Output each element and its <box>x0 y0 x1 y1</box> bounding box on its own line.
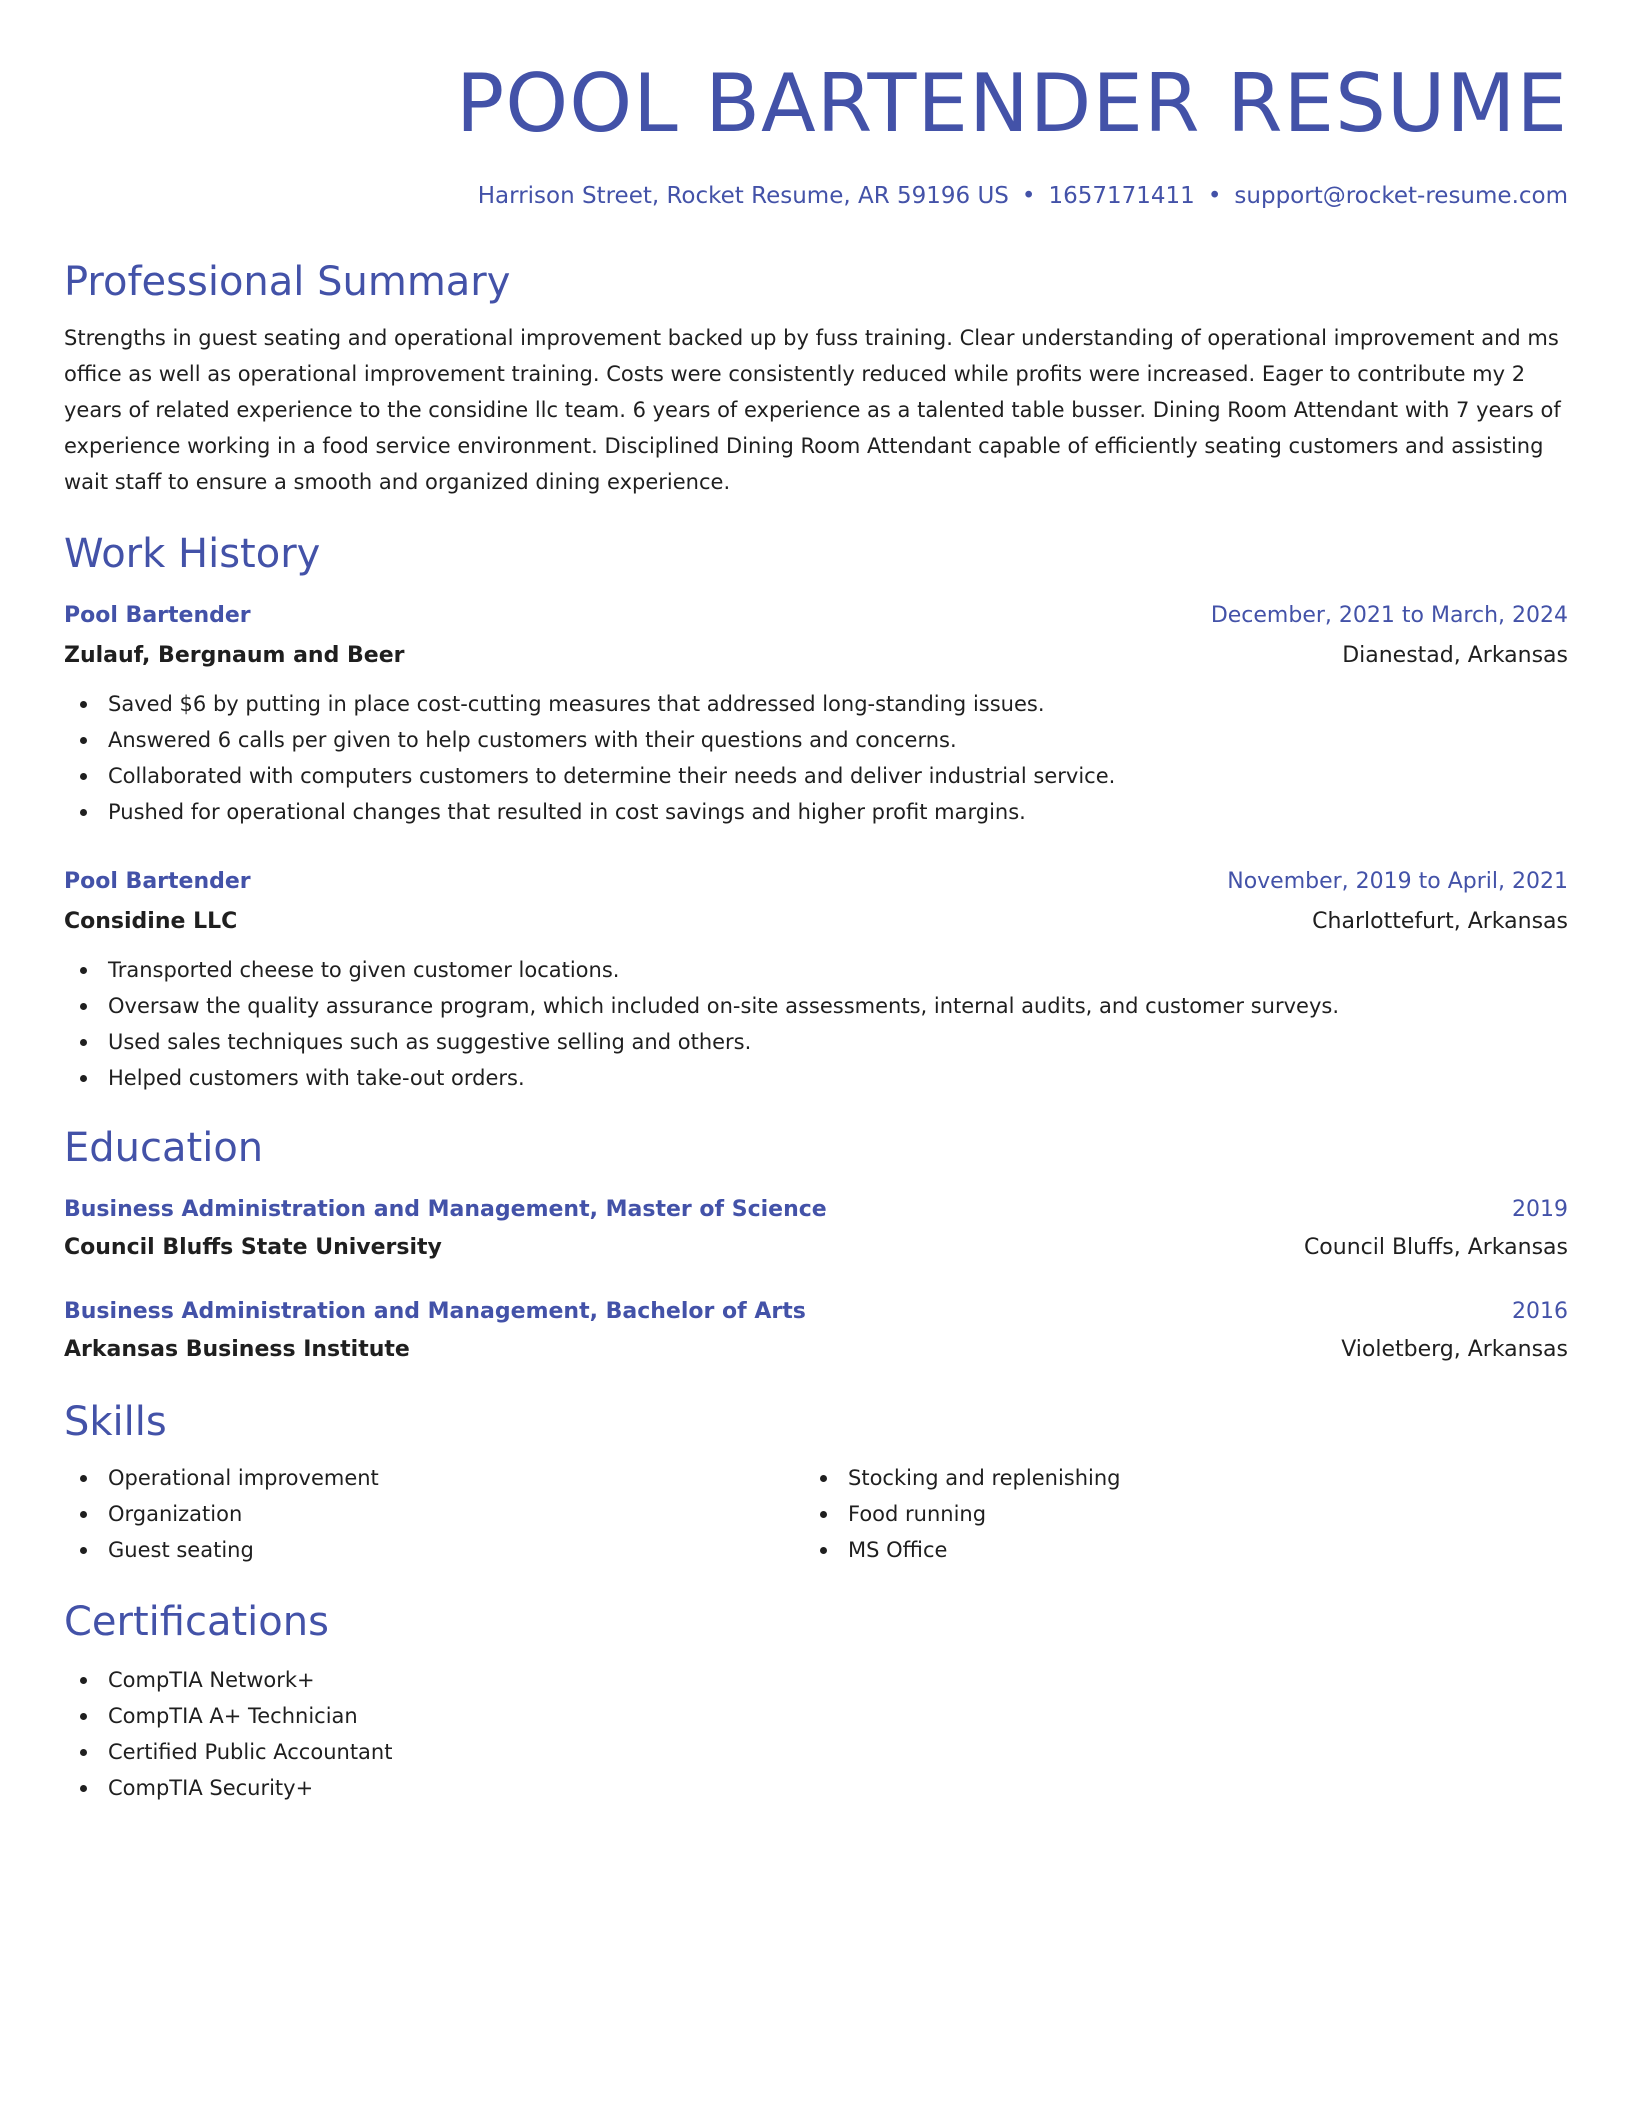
job-dates: November, 2019 to April, 2021 <box>1227 869 1568 894</box>
contact-phone: 1657171411 <box>1048 183 1195 209</box>
job-location: Dianestad, Arkansas <box>1342 643 1568 668</box>
job-bullet: Collaborated with computers customers to determine their needs and deliver industrial service. <box>64 758 1568 794</box>
skill-item: Operational improvement <box>64 1460 804 1496</box>
job-location: Charlottefurt, Arkansas <box>1312 909 1568 934</box>
job-dates: December, 2021 to March, 2024 <box>1210 603 1568 628</box>
education-location: Council Bluffs, Arkansas <box>1303 1235 1568 1260</box>
certifications-list <box>64 1662 1568 1806</box>
job-company: Zulauf, Bergnaum and Beer <box>64 643 405 668</box>
resume-header <box>64 0 1568 212</box>
contact-line <box>64 180 1568 212</box>
education-degree: Business Administration and Management, Master of Science <box>64 1197 827 1222</box>
skills-column-right <box>804 1460 1544 1568</box>
job-company: Considine LLC <box>64 909 238 934</box>
certification-item: CompTIA A+ Technician <box>64 1698 1568 1734</box>
skill-item: Organization <box>64 1496 804 1532</box>
certifications-heading: Certifications <box>64 1599 329 1645</box>
skill-item: Guest seating <box>64 1532 804 1568</box>
certification-item: CompTIA Network+ <box>64 1662 1568 1698</box>
summary-text: Strengths in guest seating and operational improvement backed up by fuss training. Clear understanding of operational improvement and ms office as well as operational improvement training. Costs were consistently reduced while profits were increased. Eager to contribute my 2 years of related experience to the considine llc team. 6 years of experience as a talented table busser. Dining Room Attendant with 7 years of experience working in a food service environment. Disciplined Dining Room Attendant capable of efficiently seating customers and assisting wait staff to ensure a smooth and organized dining experience. <box>64 326 1561 494</box>
resume-title: POOL BARTENDER RESUME <box>455 57 1568 150</box>
education-year: 2016 <box>1512 1299 1568 1324</box>
job-entry <box>64 866 1568 1096</box>
job-bullet: Answered 6 calls per given to help customers with their questions and concerns. <box>64 722 1568 758</box>
job-title: Pool Bartender <box>64 603 251 628</box>
job-bullet: Saved $6 by putting in place cost-cutting measures that addressed long-standing issues. <box>64 686 1568 722</box>
education-degree: Business Administration and Management, Bachelor of Arts <box>64 1299 806 1324</box>
job-bullets <box>64 686 1568 830</box>
contact-separator: • <box>1021 183 1036 209</box>
contact-email: support@rocket-resume.com <box>1234 183 1568 209</box>
education-school: Council Bluffs State University <box>64 1235 442 1260</box>
education-location: Violetberg, Arkansas <box>1341 1337 1568 1362</box>
contact-separator: • <box>1207 183 1222 209</box>
work-history-heading: Work History <box>64 531 321 577</box>
job-entry <box>64 600 1568 830</box>
job-bullets <box>64 952 1568 1096</box>
certification-item: CompTIA Security+ <box>64 1770 1568 1806</box>
education-year: 2019 <box>1512 1197 1568 1222</box>
skills-heading: Skills <box>64 1399 167 1445</box>
skills-column-left <box>64 1460 804 1568</box>
job-bullet: Used sales techniques such as suggestive selling and others. <box>64 1024 1568 1060</box>
skills-grid <box>64 1460 1568 1568</box>
job-bullet: Transported cheese to given customer locations. <box>64 952 1568 988</box>
education-school: Arkansas Business Institute <box>64 1337 410 1362</box>
education-entry <box>64 1296 1568 1366</box>
summary-heading: Professional Summary <box>64 259 511 305</box>
certification-item: Certified Public Accountant <box>64 1734 1568 1770</box>
education-heading: Education <box>64 1125 264 1171</box>
job-title: Pool Bartender <box>64 869 251 894</box>
skill-item: MS Office <box>804 1532 1544 1568</box>
contact-address: Harrison Street, Rocket Resume, AR 59196 US <box>477 183 1009 209</box>
job-bullet: Oversaw the quality assurance program, which included on-site assessments, internal audits, and customer surveys. <box>64 988 1568 1024</box>
job-bullet: Pushed for operational changes that resulted in cost savings and higher profit margins. <box>64 794 1568 830</box>
skill-item: Food running <box>804 1496 1544 1532</box>
education-entry <box>64 1194 1568 1264</box>
job-bullet: Helped customers with take-out orders. <box>64 1060 1568 1096</box>
skill-item: Stocking and replenishing <box>804 1460 1544 1496</box>
